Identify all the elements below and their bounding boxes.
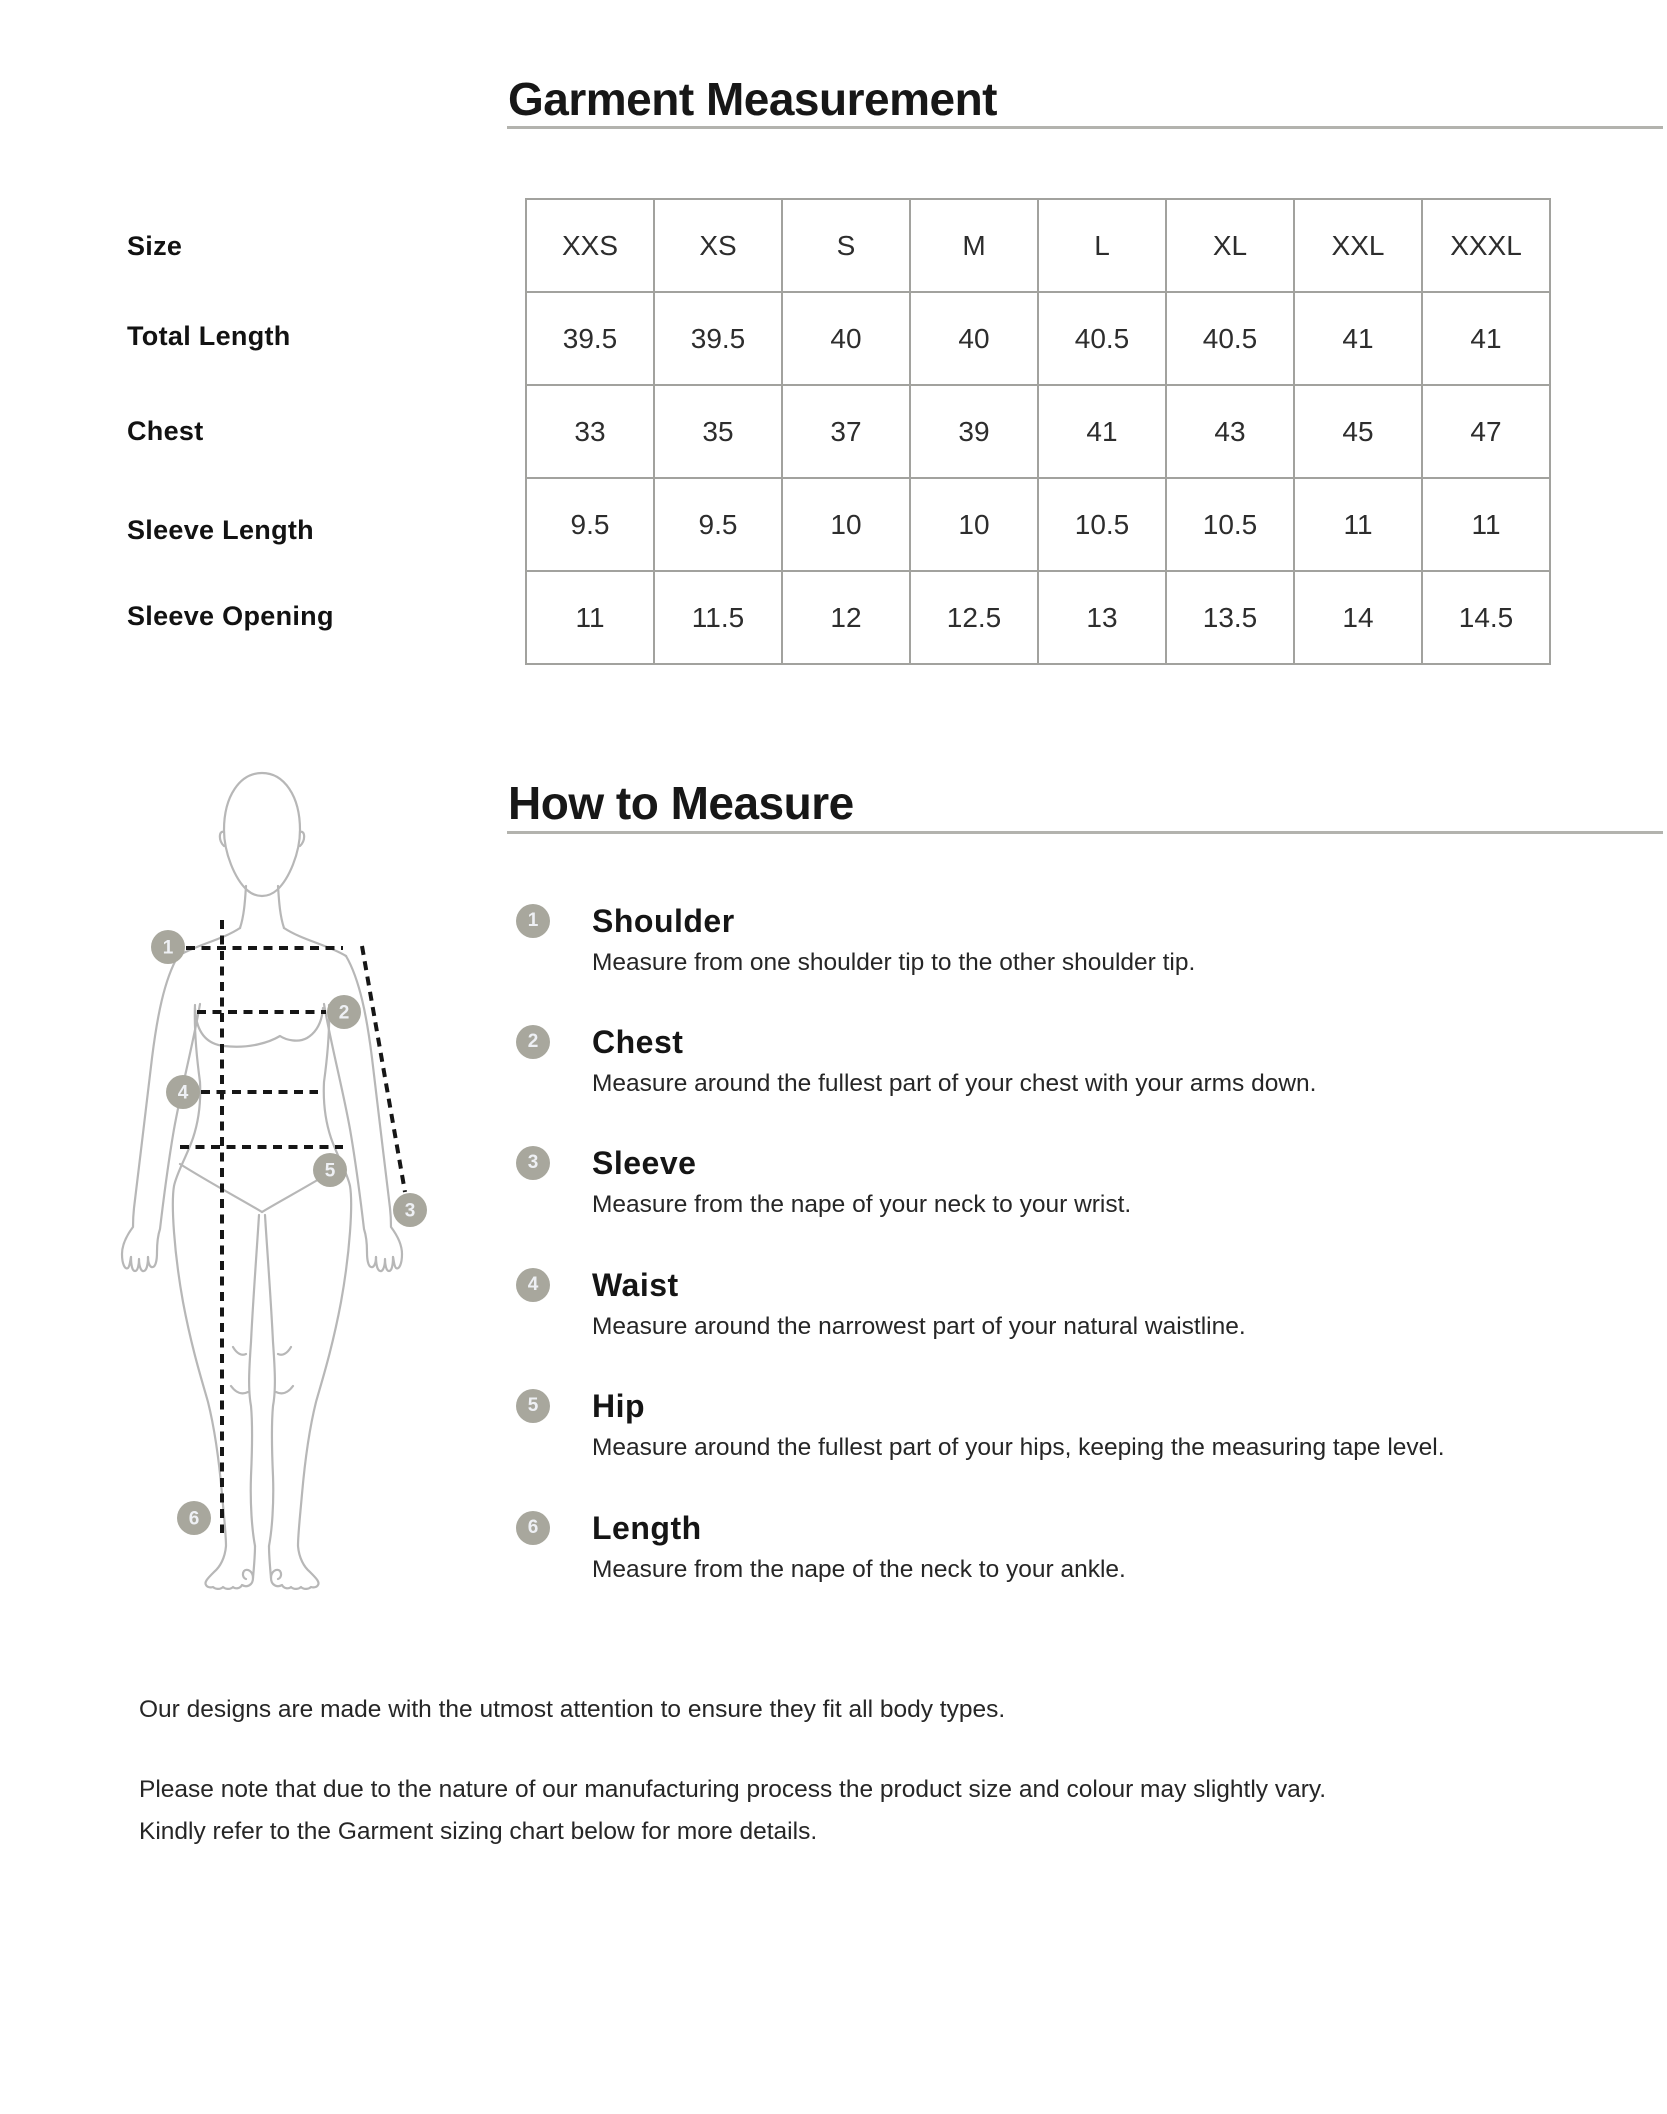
size-col-xs: XS bbox=[654, 199, 782, 292]
measure-item-title: Hip bbox=[592, 1388, 646, 1424]
manufacturing-note-line2: Kindly refer to the Garment sizing chart below for more details. bbox=[139, 1818, 818, 1845]
figure-marker-hip bbox=[313, 1153, 347, 1187]
figure-right-hand bbox=[376, 1257, 393, 1271]
cell: 45 bbox=[1294, 385, 1422, 478]
how-to-measure-title: How to Measure bbox=[508, 777, 854, 829]
figure-marker-chest bbox=[327, 995, 361, 1029]
cell: 40.5 bbox=[1038, 292, 1166, 385]
measure-item-sleeve bbox=[516, 1143, 1131, 1221]
cell: 47 bbox=[1422, 385, 1550, 478]
measure-item-description: Measure from the nape of the neck to your ankle. bbox=[592, 1556, 1126, 1583]
size-col-s: S bbox=[782, 199, 910, 292]
measure-item-title: Length bbox=[592, 1510, 702, 1546]
title-underline bbox=[507, 831, 1663, 834]
figure-right-foot-inner bbox=[269, 1546, 271, 1578]
number-badge bbox=[516, 904, 550, 938]
number-badge bbox=[516, 1389, 550, 1423]
figure-marker-waist bbox=[166, 1075, 200, 1109]
cell: 11 bbox=[1422, 478, 1550, 571]
title-underline bbox=[507, 126, 1663, 129]
measure-item-chest bbox=[516, 1022, 1316, 1100]
badge-number: 2 bbox=[527, 1031, 539, 1052]
measure-item-length bbox=[516, 1508, 1126, 1586]
table-row-label-chest: Chest bbox=[127, 416, 204, 446]
badge-number: 6 bbox=[527, 1517, 539, 1538]
cell: 10 bbox=[782, 478, 910, 571]
cell: 40 bbox=[782, 292, 910, 385]
garment-measurement-table bbox=[525, 198, 1551, 665]
figure-marker-shoulder bbox=[151, 930, 185, 964]
measure-item-title: Chest bbox=[592, 1024, 684, 1060]
badge-number: 5 bbox=[527, 1395, 539, 1416]
table-row-label-sleeve-opening: Sleeve Opening bbox=[127, 601, 334, 631]
size-col-xxxl: XXXL bbox=[1422, 199, 1550, 292]
table-row-label-sleeve-length: Sleeve Length bbox=[127, 515, 314, 545]
table-row-label-total-length: Total Length bbox=[127, 321, 291, 351]
fit-note: Our designs are made with the utmost attention to ensure they fit all body types. bbox=[139, 1696, 1006, 1723]
cell: 35 bbox=[654, 385, 782, 478]
cell: 11 bbox=[526, 571, 654, 664]
badge-number: 1 bbox=[527, 910, 539, 931]
table-row-sleeve-opening bbox=[526, 571, 1550, 664]
svg-text:1: 1 bbox=[162, 937, 174, 959]
manufacturing-note-line1: Please note that due to the nature of our manufacturing process the product size and colour may slightly vary. bbox=[139, 1776, 1327, 1803]
cell: 12 bbox=[782, 571, 910, 664]
svg-text:2: 2 bbox=[338, 1002, 350, 1024]
measure-item-description: Measure from one shoulder tip to the other shoulder tip. bbox=[592, 949, 1196, 976]
size-col-xxl: XXL bbox=[1294, 199, 1422, 292]
cell: 10 bbox=[910, 478, 1038, 571]
manufacturing-note bbox=[139, 1769, 1326, 1853]
cell: 40.5 bbox=[1166, 292, 1294, 385]
figure-marker-length bbox=[177, 1501, 211, 1535]
cell: 11.5 bbox=[654, 571, 782, 664]
figure-left-inner-leg bbox=[249, 1215, 259, 1546]
cell: 41 bbox=[1422, 292, 1550, 385]
figure-marker-sleeve bbox=[393, 1193, 427, 1227]
figure-head bbox=[224, 773, 300, 896]
size-col-m: M bbox=[910, 199, 1038, 292]
svg-text:6: 6 bbox=[188, 1508, 200, 1530]
cell: 11 bbox=[1294, 478, 1422, 571]
cell: 40 bbox=[910, 292, 1038, 385]
figure-left-hand bbox=[131, 1257, 148, 1271]
svg-text:3: 3 bbox=[404, 1200, 416, 1222]
number-badge bbox=[516, 1511, 550, 1545]
figure-ears bbox=[220, 832, 304, 846]
figure-left-arm bbox=[122, 956, 178, 1268]
cell: 39.5 bbox=[654, 292, 782, 385]
measure-item-description: Measure around the fullest part of your hips, keeping the measuring tape level. bbox=[592, 1434, 1445, 1461]
cell: 37 bbox=[782, 385, 910, 478]
figure-left-foot-inner bbox=[253, 1546, 255, 1578]
number-badge bbox=[516, 1025, 550, 1059]
cell: 41 bbox=[1038, 385, 1166, 478]
measure-item-waist bbox=[516, 1265, 1246, 1343]
measure-item-description: Measure from the nape of your neck to your wrist. bbox=[592, 1191, 1132, 1218]
table-row-chest bbox=[526, 385, 1550, 478]
cell: 13.5 bbox=[1166, 571, 1294, 664]
measure-item-title: Waist bbox=[592, 1267, 679, 1303]
measure-item-description: Measure around the narrowest part of your natural waistline. bbox=[592, 1313, 1246, 1340]
figure-neck bbox=[240, 886, 284, 928]
cell: 13 bbox=[1038, 571, 1166, 664]
measure-item-hip bbox=[516, 1386, 1445, 1464]
svg-text:4: 4 bbox=[177, 1082, 189, 1104]
badge-number: 3 bbox=[527, 1152, 539, 1173]
cell: 39.5 bbox=[526, 292, 654, 385]
measure-item-description: Measure around the fullest part of your chest with your arms down. bbox=[592, 1070, 1317, 1097]
cell: 10.5 bbox=[1166, 478, 1294, 571]
measure-item-title: Shoulder bbox=[592, 903, 735, 939]
measure-item-title: Sleeve bbox=[592, 1145, 697, 1181]
cell: 12.5 bbox=[910, 571, 1038, 664]
cell: 14.5 bbox=[1422, 571, 1550, 664]
table-row-label-size: Size bbox=[127, 231, 183, 261]
badge-number: 4 bbox=[527, 1274, 539, 1295]
figure-right-inner-leg bbox=[265, 1215, 275, 1546]
cell: 41 bbox=[1294, 292, 1422, 385]
body-measurement-figure bbox=[100, 740, 440, 1620]
table-row-sleeve-length bbox=[526, 478, 1550, 571]
size-header-row bbox=[526, 199, 1550, 292]
size-col-xxs: XXS bbox=[526, 199, 654, 292]
figure-knee-marks bbox=[231, 1347, 293, 1393]
cell: 33 bbox=[526, 385, 654, 478]
size-col-xl: XL bbox=[1166, 199, 1294, 292]
svg-text:5: 5 bbox=[324, 1160, 336, 1182]
cell: 43 bbox=[1166, 385, 1294, 478]
number-badge bbox=[516, 1268, 550, 1302]
cell: 9.5 bbox=[526, 478, 654, 571]
cell: 14 bbox=[1294, 571, 1422, 664]
cell: 10.5 bbox=[1038, 478, 1166, 571]
figure-shoulders bbox=[178, 928, 346, 956]
number-badge bbox=[516, 1146, 550, 1180]
table-row-total-length bbox=[526, 292, 1550, 385]
size-col-l: L bbox=[1038, 199, 1166, 292]
measure-item-shoulder bbox=[516, 901, 1195, 979]
cell: 9.5 bbox=[654, 478, 782, 571]
cell: 39 bbox=[910, 385, 1038, 478]
garment-measurement-title: Garment Measurement bbox=[508, 73, 997, 125]
